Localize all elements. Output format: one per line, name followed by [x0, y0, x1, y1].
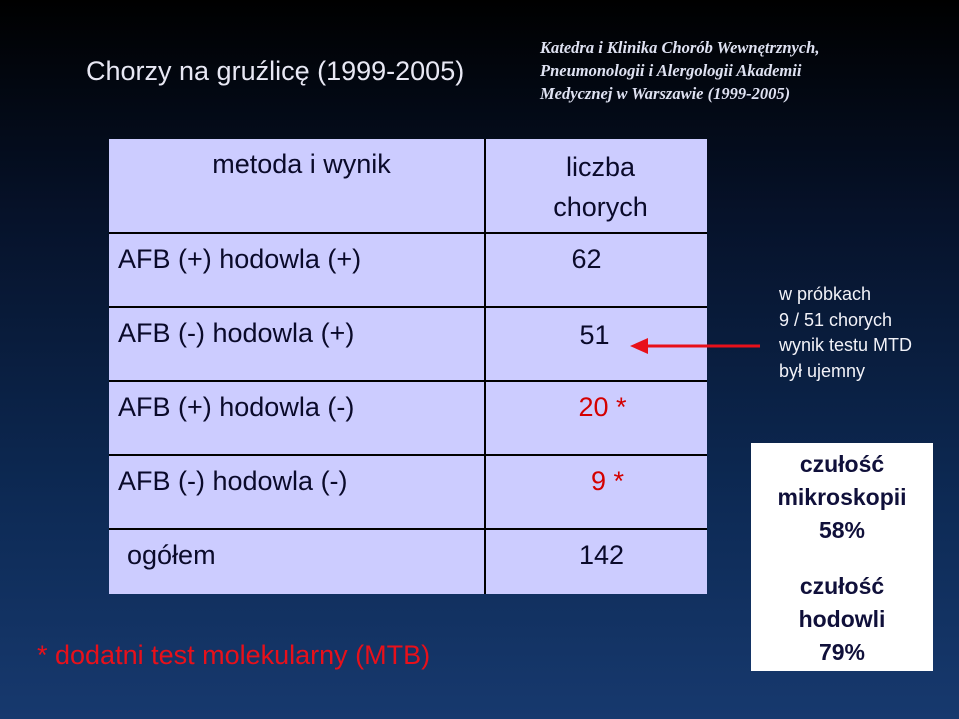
side-note-line: wynik testu MTD — [779, 335, 913, 355]
table-row-total — [109, 529, 707, 594]
side-note — [779, 282, 954, 384]
affiliation-line: Katedra i Klinika Chorób Wewnętrznych, — [540, 38, 820, 57]
red-arrow-icon — [628, 335, 762, 357]
affiliation-line: Pneumonologii i Alergologii Akademii — [540, 61, 802, 80]
row-value: 62 — [571, 244, 602, 274]
sensitivity-value: 58% — [818, 517, 866, 543]
affiliation-line: Medycznej w Warszawie (1999-2005) — [540, 84, 791, 103]
affiliation — [540, 36, 950, 105]
sensitivity-label: hodowli — [798, 606, 886, 632]
row-label: AFB (-) hodowla (-) — [118, 466, 348, 496]
table-row — [109, 381, 707, 455]
row-label: AFB (+) hodowla (+) — [118, 244, 362, 274]
row-value: 142 — [578, 540, 625, 570]
sensitivity-box — [751, 443, 933, 671]
row-value: 9 * — [590, 466, 625, 496]
sensitivity-label: czułość — [799, 451, 885, 477]
side-note-line: 9 / 51 chorych — [779, 309, 893, 330]
culture-sensitivity — [751, 570, 933, 669]
table-row — [109, 455, 707, 529]
results-table — [109, 139, 707, 594]
header-count-line2: chorych — [553, 192, 648, 222]
row-label: AFB (+) hodowla (-) — [118, 392, 355, 422]
sensitivity-label: czułość — [799, 573, 885, 599]
header-method-cell — [109, 139, 485, 233]
table-header-row — [109, 139, 707, 233]
row-value: 51 — [579, 320, 610, 350]
header-count-cell — [485, 139, 707, 233]
row-label: ogółem — [127, 540, 216, 570]
header-count — [486, 139, 707, 227]
sensitivity-label: mikroskopii — [777, 484, 907, 510]
sensitivity-value: 79% — [818, 639, 866, 665]
slide-title: Chorzy na gruźlicę (1999-2005) — [86, 56, 465, 86]
side-note-line: był ujemny — [779, 360, 866, 381]
microscopy-sensitivity — [751, 448, 933, 547]
footnote: * dodatni test molekularny (MTB) — [37, 640, 431, 670]
table-row — [109, 307, 707, 381]
side-note-line: w próbkach — [779, 284, 872, 304]
table-row — [109, 233, 707, 307]
header-method: metoda i wynik — [212, 149, 391, 179]
row-value: 20 * — [578, 392, 627, 422]
header-count-line1: liczba — [565, 152, 636, 182]
row-label: AFB (-) hodowla (+) — [118, 318, 355, 348]
